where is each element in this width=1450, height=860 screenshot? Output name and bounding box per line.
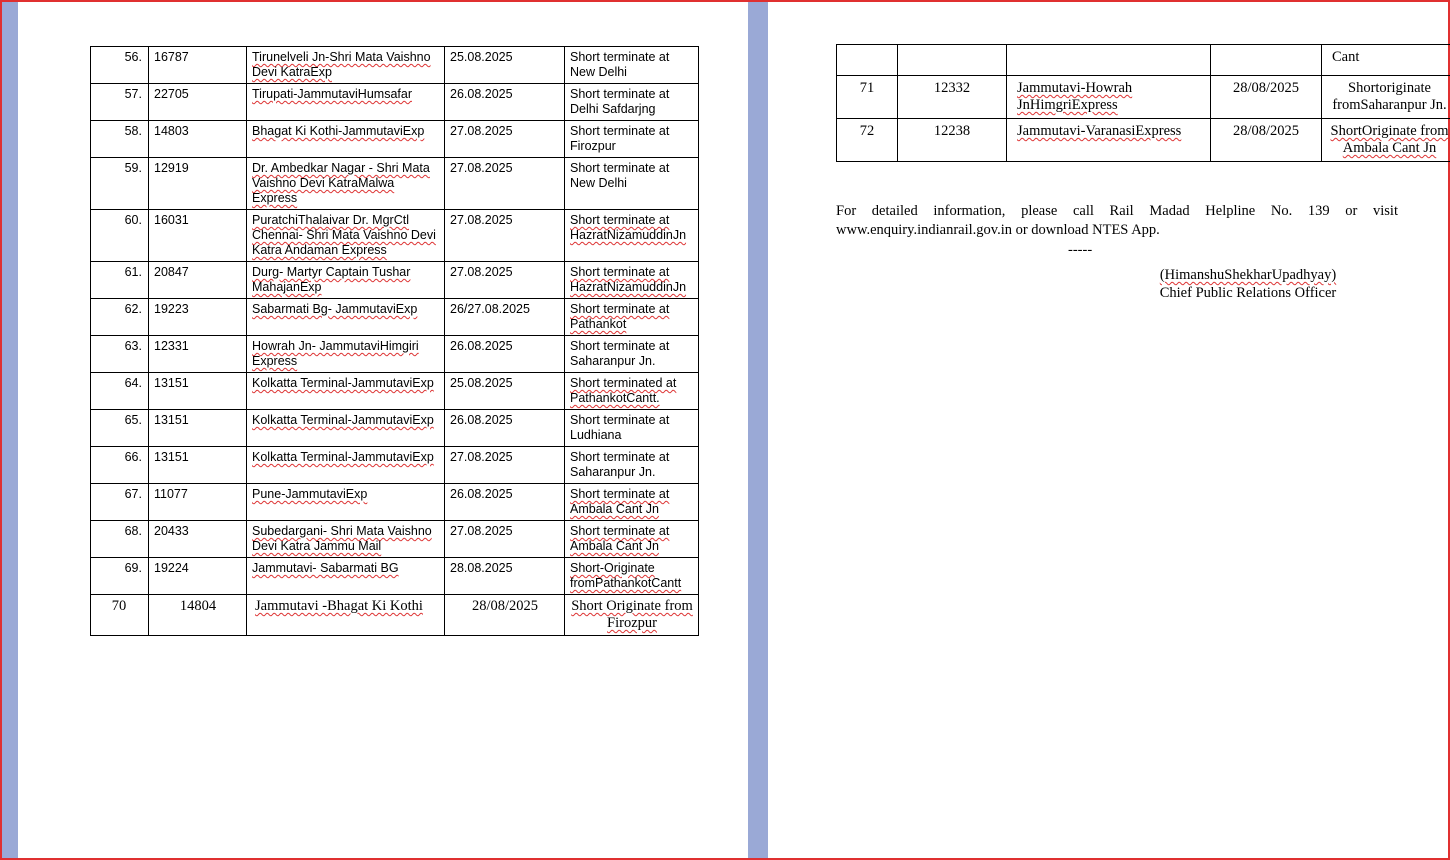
cell-date: 28.08.2025 — [445, 558, 565, 595]
left-margin-strip — [2, 2, 18, 858]
cell-remark: Short terminate at HazratNizamuddinJn — [565, 262, 699, 299]
table-row — [91, 210, 699, 262]
cell-train-no: 12238 — [898, 119, 1007, 162]
cell-train-name: Howrah Jn- JammutaviHimgiri Express — [247, 336, 445, 373]
cell-train-name: Bhagat Ki Kothi-JammutaviExp — [247, 121, 445, 158]
right-page-sheet — [768, 2, 1448, 858]
helpline-note: For detailed information, please call Rail Madad Helpline No. 139 or visit www.enquiry.indianrail.gov.in or download NTES App. — [836, 203, 1398, 238]
cell-remark: Short terminate at Saharanpur Jn. — [565, 336, 699, 373]
table-row — [91, 336, 699, 373]
table-row — [837, 76, 1450, 119]
cell-date: 28/08/2025 — [1211, 119, 1322, 162]
cell-train-name — [1007, 45, 1211, 76]
cell-remark: Short terminate at Ludhiana — [565, 410, 699, 447]
cell-train-no: 19224 — [149, 558, 247, 595]
cell-date: 27.08.2025 — [445, 210, 565, 262]
cell-train-name: Tirupati-JammutaviHumsafar — [247, 84, 445, 121]
cell-serial: 57. — [91, 84, 149, 121]
table-row — [837, 119, 1450, 162]
separator-dashes: ----- — [1068, 242, 1093, 258]
cell-remark: Short Originate from Firozpur — [565, 595, 699, 636]
signatory-designation: Chief Public Relations Officer — [1159, 285, 1337, 301]
cell-train-no: 14804 — [149, 595, 247, 636]
cell-remark: Short terminate at Ambala Cant Jn — [565, 484, 699, 521]
cell-serial: 65. — [91, 410, 149, 447]
cell-train-no: 20433 — [149, 521, 247, 558]
table-row — [91, 84, 699, 121]
table-body-right — [837, 45, 1450, 162]
cell-remark: Short terminate at Delhi Safdarjng — [565, 84, 699, 121]
cell-train-no: 16031 — [149, 210, 247, 262]
table-row — [91, 373, 699, 410]
cell-remark: Short terminate at Saharanpur Jn. — [565, 447, 699, 484]
table-body-left — [91, 47, 699, 636]
cell-serial: 71 — [837, 76, 898, 119]
cell-serial: 67. — [91, 484, 149, 521]
cell-date: 27.08.2025 — [445, 121, 565, 158]
left-page-sheet — [18, 2, 748, 858]
cell-serial: 58. — [91, 121, 149, 158]
cell-remark: Cant — [1322, 45, 1450, 76]
table-row — [91, 521, 699, 558]
cell-remark: Short terminate at Firozpur — [565, 121, 699, 158]
cell-train-no: 19223 — [149, 299, 247, 336]
cell-train-name: Kolkatta Terminal-JammutaviExp — [247, 447, 445, 484]
cancelled-trains-table-right — [836, 44, 1450, 162]
cell-train-name: Subedargani- Shri Mata Vaishno Devi Katra Jammu Mail — [247, 521, 445, 558]
cell-date: 28/08/2025 — [1211, 76, 1322, 119]
table-row — [91, 158, 699, 210]
table-row — [91, 447, 699, 484]
cell-serial: 61. — [91, 262, 149, 299]
cell-serial: 69. — [91, 558, 149, 595]
cell-serial: 68. — [91, 521, 149, 558]
cell-serial: 64. — [91, 373, 149, 410]
cell-serial: 60. — [91, 210, 149, 262]
cell-date: 25.08.2025 — [445, 373, 565, 410]
cell-train-no — [898, 45, 1007, 76]
table-row — [91, 47, 699, 84]
cell-date: 27.08.2025 — [445, 262, 565, 299]
cell-date: 26/27.08.2025 — [445, 299, 565, 336]
table-row — [91, 410, 699, 447]
cell-date — [1211, 45, 1322, 76]
cell-serial: 63. — [91, 336, 149, 373]
cell-serial: 66. — [91, 447, 149, 484]
cell-serial: 70 — [91, 595, 149, 636]
cell-train-no: 20847 — [149, 262, 247, 299]
table-row — [91, 595, 699, 636]
cell-train-no: 13151 — [149, 373, 247, 410]
cell-serial — [837, 45, 898, 76]
signatory-name: (HimanshuShekharUpadhyay) — [1159, 267, 1337, 283]
cell-remark: Shortoriginate fromSaharanpur Jn. — [1322, 76, 1450, 119]
cell-train-no: 13151 — [149, 410, 247, 447]
cell-train-no: 12332 — [898, 76, 1007, 119]
cell-train-name: Jammutavi-VaranasiExpress — [1007, 119, 1211, 162]
cell-serial: 59. — [91, 158, 149, 210]
cell-remark: Short terminated at PathankotCantt. — [565, 373, 699, 410]
cell-train-name: Durg- Martyr Captain Tushar MahajanExp — [247, 262, 445, 299]
cell-train-name: PuratchiThalaivar Dr. MgrCtl Chennai- Shri Mata Vaishno Devi Katra Andaman Express — [247, 210, 445, 262]
cell-train-no: 16787 — [149, 47, 247, 84]
cell-serial: 72 — [837, 119, 898, 162]
cell-train-name: Sabarmati Bg- JammutaviExp — [247, 299, 445, 336]
cell-train-name: Jammutavi -Bhagat Ki Kothi — [247, 595, 445, 636]
table-row — [91, 121, 699, 158]
cell-remark: Short-Originate fromPathankotCantt — [565, 558, 699, 595]
cell-train-no: 12331 — [149, 336, 247, 373]
cell-train-name: Jammutavi- Sabarmati BG — [247, 558, 445, 595]
cell-train-no: 22705 — [149, 84, 247, 121]
cell-date: 28/08/2025 — [445, 595, 565, 636]
cell-train-no: 11077 — [149, 484, 247, 521]
cell-date: 26.08.2025 — [445, 410, 565, 447]
cell-remark: Short terminate at Pathankot — [565, 299, 699, 336]
cell-remark: Short terminate at HazratNizamuddinJn — [565, 210, 699, 262]
table-row — [91, 299, 699, 336]
cell-date: 26.08.2025 — [445, 336, 565, 373]
cell-serial: 56. — [91, 47, 149, 84]
cell-train-name: Kolkatta Terminal-JammutaviExp — [247, 410, 445, 447]
cell-serial: 62. — [91, 299, 149, 336]
page-gutter-strip — [748, 2, 768, 858]
cell-date: 25.08.2025 — [445, 47, 565, 84]
cell-remark: ShortOriginate from Ambala Cant Jn — [1322, 119, 1450, 162]
cell-remark: Short terminate at New Delhi — [565, 47, 699, 84]
cell-date: 26.08.2025 — [445, 484, 565, 521]
cell-date: 26.08.2025 — [445, 84, 565, 121]
cell-train-name: Dr. Ambedkar Nagar - Shri Mata Vaishno Devi KatraMalwa Express — [247, 158, 445, 210]
cell-train-name: Kolkatta Terminal-JammutaviExp — [247, 373, 445, 410]
cell-train-no: 12919 — [149, 158, 247, 210]
table-row — [91, 558, 699, 595]
cell-date: 27.08.2025 — [445, 521, 565, 558]
table-row — [91, 484, 699, 521]
cell-remark: Short terminate at New Delhi — [565, 158, 699, 210]
cell-train-name: Pune-JammutaviExp — [247, 484, 445, 521]
cell-train-name: Jammutavi-Howrah JnHimgriExpress — [1007, 76, 1211, 119]
cell-train-name: Tirunelveli Jn-Shri Mata Vaishno Devi KatraExp — [247, 47, 445, 84]
cell-remark: Short terminate at Ambala Cant Jn — [565, 521, 699, 558]
cancelled-trains-table-left — [90, 46, 699, 636]
cell-date: 27.08.2025 — [445, 447, 565, 484]
cell-train-no: 14803 — [149, 121, 247, 158]
table-row — [91, 262, 699, 299]
signature-block — [1098, 266, 1398, 302]
cell-date: 27.08.2025 — [445, 158, 565, 210]
table-row — [837, 45, 1450, 76]
cell-train-no: 13151 — [149, 447, 247, 484]
